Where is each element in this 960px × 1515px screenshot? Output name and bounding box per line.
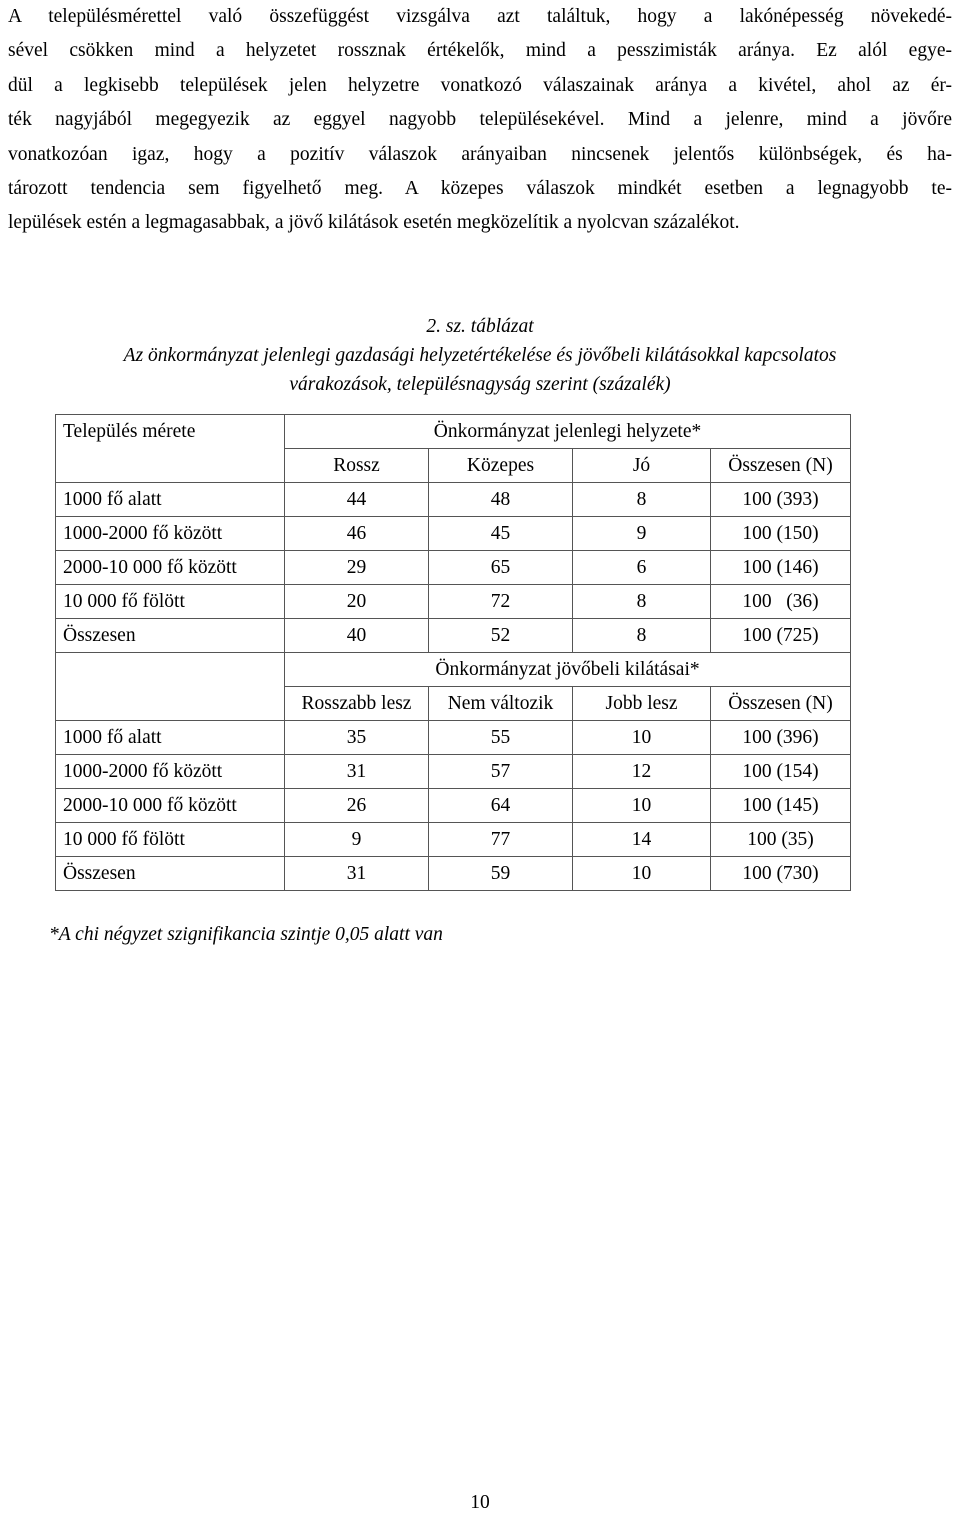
table-cell: 100 (725): [711, 619, 851, 653]
row-label: 1000-2000 fő között: [56, 517, 285, 551]
table-row: [56, 483, 851, 517]
table-cell: 45: [429, 517, 573, 551]
table-row: [56, 619, 851, 653]
table-cell: 12: [573, 755, 711, 789]
paragraph-line: lepülések estén a legmagasabbak, a jövő kilátások esetén megközelítik a nyolcvan százalékot.: [8, 212, 740, 234]
table-cell: 55: [429, 721, 573, 755]
row-label: 1000 fő alatt: [56, 721, 285, 755]
group-header-current: Önkormányzat jelenlegi helyzete*: [285, 415, 851, 449]
paragraph-line: A településmérettel való összefüggést vizsgálva azt találtuk, hogy a lakónépesség növekedé-: [8, 6, 952, 27]
column-header: Rosszabb lesz: [285, 687, 429, 721]
table-cell: 6: [573, 551, 711, 585]
table-cell: 20: [285, 585, 429, 619]
table-cell: 48: [429, 483, 573, 517]
row-label: 1000-2000 fő között: [56, 755, 285, 789]
column-header: Jó: [573, 449, 711, 483]
column-header: Közepes: [429, 449, 573, 483]
table-row: [56, 551, 851, 585]
table-cell: 31: [285, 857, 429, 891]
paragraph-line: vonatkozóan igaz, hogy a pozitív válaszok arányaiban nincsenek jelentős különbségek, és ha-: [8, 143, 952, 165]
table-row: [56, 517, 851, 551]
paragraph-line: dül a legkisebb települések jelen helyzetre vonatkozó válaszainak aránya a kivétel, ahol az ér-: [8, 74, 952, 96]
table-cell: 100 (154): [711, 755, 851, 789]
table-row: [56, 857, 851, 891]
paragraph-line: tározott tendencia sem figyelhető meg. A közepes válaszok mindkét esetben a legnagyobb te-: [8, 177, 952, 199]
table-cell: 57: [429, 755, 573, 789]
table-cell: 9: [573, 517, 711, 551]
table-cell: 64: [429, 789, 573, 823]
table-cell: 14: [573, 823, 711, 857]
table-cell: 52: [429, 619, 573, 653]
column-header: Összesen (N): [711, 449, 851, 483]
row-label: Összesen: [56, 619, 285, 653]
table-cell: 46: [285, 517, 429, 551]
table-cell: 8: [573, 483, 711, 517]
table-caption-title: várakozások, településnagyság szerint (százalék): [289, 374, 671, 395]
row-label: 2000-10 000 fő között: [56, 551, 285, 585]
table-cell: 100 (396): [711, 721, 851, 755]
table-cell: 44: [285, 483, 429, 517]
table-cell: 31: [285, 755, 429, 789]
table-header-row: [56, 415, 851, 449]
table-footnote: *A chi négyzet szignifikancia szintje 0,05 alatt van: [49, 924, 443, 945]
table-cell: 29: [285, 551, 429, 585]
column-header: Rossz: [285, 449, 429, 483]
row-label: 1000 fő alatt: [56, 483, 285, 517]
body-paragraph: [8, 0, 952, 241]
table-cell: 77: [429, 823, 573, 857]
table-cell: 9: [285, 823, 429, 857]
column-header: Összesen (N): [711, 687, 851, 721]
table-cell: 72: [429, 585, 573, 619]
group-header-future: Önkormányzat jövőbeli kilátásai*: [285, 653, 851, 687]
data-table: [55, 414, 851, 891]
table-cell: 10: [573, 857, 711, 891]
table-row: [56, 585, 851, 619]
row-label: Összesen: [56, 857, 285, 891]
paragraph-line: ték nagyjából megegyezik az eggyel nagyobb településekével. Mind a jelenre, mind a jövőre: [8, 109, 952, 131]
table-cell: 10: [573, 789, 711, 823]
table-cell: 100 (36): [711, 585, 851, 619]
table-caption-number: 2. sz. táblázat: [426, 316, 534, 337]
table-caption-title: Az önkormányzat jelenlegi gazdasági helyzetértékelése és jövőbeli kilátásokkal kapcsolatos: [123, 345, 837, 366]
paragraph-line: sével csökken mind a helyzetet rossznak értékelők, mind a pesszimisták aránya. Ez alól egye-: [8, 40, 952, 62]
table-cell: 8: [573, 619, 711, 653]
table-row: [56, 721, 851, 755]
row-label: 10 000 fő fölött: [56, 585, 285, 619]
row-header-label: Település mérete: [56, 415, 285, 483]
column-header: Jobb lesz: [573, 687, 711, 721]
page-number: 10: [470, 1492, 490, 1513]
table-cell: 10: [573, 721, 711, 755]
empty-corner-cell: [56, 653, 285, 721]
table-cell: 100 (730): [711, 857, 851, 891]
column-header: Nem változik: [429, 687, 573, 721]
table-cell: 8: [573, 585, 711, 619]
row-label: 10 000 fő fölött: [56, 823, 285, 857]
row-label: 2000-10 000 fő között: [56, 789, 285, 823]
table-cell: 100 (393): [711, 483, 851, 517]
table-cell: 35: [285, 721, 429, 755]
table-cell: 100 (35): [711, 823, 851, 857]
table-row: [56, 789, 851, 823]
table-cell: 65: [429, 551, 573, 585]
table-row: [56, 823, 851, 857]
table-cell: 100 (150): [711, 517, 851, 551]
table-cell: 26: [285, 789, 429, 823]
table-cell: 100 (146): [711, 551, 851, 585]
table-row: [56, 755, 851, 789]
table-cell: 59: [429, 857, 573, 891]
table-cell: 40: [285, 619, 429, 653]
table-header-row: [56, 653, 851, 687]
table-cell: 100 (145): [711, 789, 851, 823]
